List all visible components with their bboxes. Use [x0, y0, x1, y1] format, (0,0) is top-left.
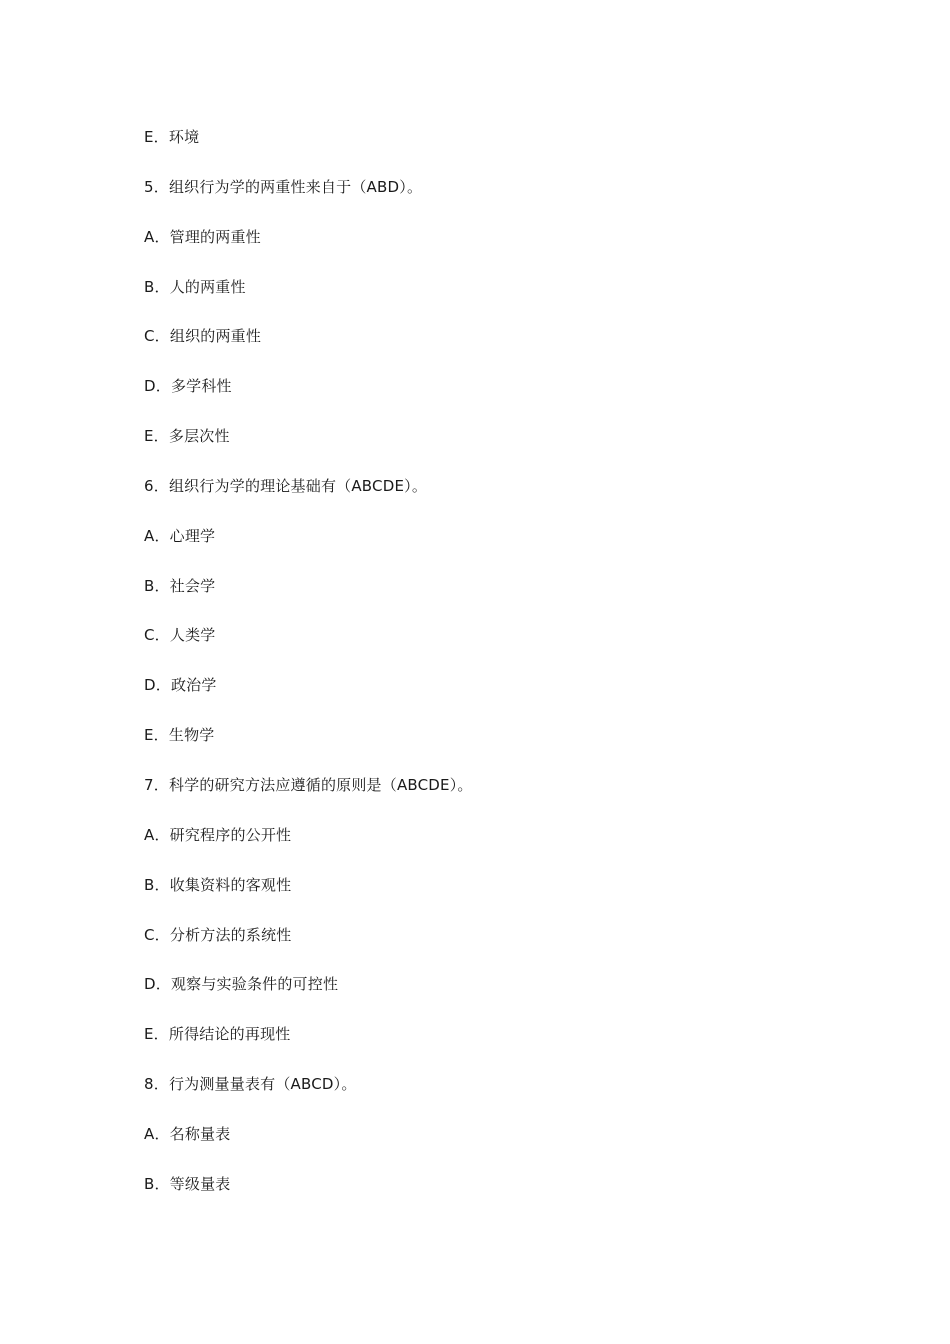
- option-line: A．研究程序的公开性: [144, 825, 292, 844]
- option-line: D．观察与实验条件的可控性: [144, 975, 339, 994]
- option-line: C．组织的两重性: [144, 327, 262, 346]
- option-line: B．社会学: [144, 576, 216, 595]
- option-line: C．人类学: [144, 626, 216, 645]
- option-line: D．多学科性: [144, 377, 232, 396]
- question-line: 5．组织行为学的两重性来自于（ABD）。: [144, 177, 423, 196]
- option-line: E．多层次性: [144, 427, 230, 446]
- option-line: B．等级量表: [144, 1174, 231, 1193]
- question-line: 6．组织行为学的理论基础有（ABCDE）。: [144, 476, 428, 495]
- option-line: D．政治学: [144, 676, 217, 695]
- question-line: 8．行为测量量表有（ABCD）。: [144, 1075, 357, 1094]
- question-line: 7．科学的研究方法应遵循的原则是（ABCDE）。: [144, 775, 473, 794]
- option-line: A．管理的两重性: [144, 227, 261, 246]
- option-line: C．分析方法的系统性: [144, 925, 292, 944]
- option-line: A．心理学: [144, 526, 216, 545]
- option-line: E．环境: [144, 128, 200, 146]
- option-line: A．名称量表: [144, 1124, 231, 1143]
- question-list: [144, 122, 844, 1219]
- option-line: B．收集资料的客观性: [144, 875, 292, 894]
- option-line: E．所得结论的再现性: [144, 1025, 291, 1044]
- option-line: E．生物学: [144, 726, 215, 745]
- option-line: B．人的两重性: [144, 277, 246, 296]
